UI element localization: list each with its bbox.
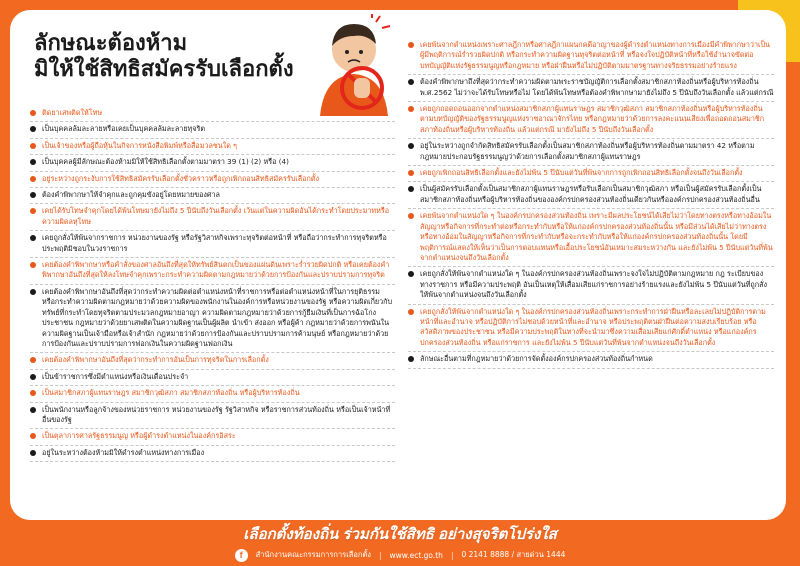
bullet-icon <box>408 213 414 219</box>
bullet-icon <box>30 235 36 241</box>
list-item <box>30 370 395 386</box>
page-title <box>34 30 294 82</box>
list-item <box>30 139 395 155</box>
bullet-icon <box>30 176 36 182</box>
bullet-icon <box>30 289 36 295</box>
bullet-icon <box>30 262 36 268</box>
list-item <box>30 231 395 258</box>
list-item <box>30 429 395 445</box>
footer-separator: | <box>378 550 382 560</box>
list-item <box>408 102 774 139</box>
list-item-text: อยู่ในระหว่างถูกจำกัดสิทธิสมัครรับเลือกตั้งเป็นสมาชิกสภาท้องถิ่นหรือผู้บริหารท้องถิ่นตามมาตรา 42 หรือตามกฎหมายประกอบรัฐธรรมนูญว่าด้วยการเลือกตั้งสมาชิกสภาผู้แทนราษฎร <box>420 141 755 161</box>
stop-hand-person-icon <box>310 14 398 116</box>
bullet-icon <box>30 143 36 149</box>
bullet-icon <box>408 79 414 85</box>
list-item <box>30 106 395 122</box>
bullet-icon <box>408 42 414 48</box>
left-prohibition-list <box>30 106 395 462</box>
list-item-text: เป็นเจ้าของหรือผู้ถือหุ้นในกิจการหนังสือพิมพ์หรือสื่อมวลชนใด ๆ <box>42 140 238 150</box>
list-item-text: เคยต้องคำพิพากษาหรือคำสั่งของศาลอันถึงที่สุดให้ทรัพย์สินตกเป็นของแผ่นดินเพราะร่ำรวยผิดปกติ หรือเคยต้องคำพิพากษาอันถึงที่สุดให้ลงโทษจำคุกเพราะกระทำความผิดตามกฎหมายว่าด้วยการป้องกันและปราบปรามการทุจริต <box>42 260 390 280</box>
list-item-text: เป็นสมาชิกสภาผู้แทนราษฎร สมาชิกวุฒิสภา สมาชิกสภาท้องถิ่น หรือผู้บริหารท้องถิ่น <box>42 388 300 398</box>
list-item <box>30 188 395 204</box>
bullet-icon <box>30 357 36 363</box>
bullet-icon <box>408 186 414 192</box>
footer-website[interactable]: www.ect.go.th <box>389 550 443 560</box>
list-item-text: เคยพ้นจากตำแหน่งใด ๆ ในองค์กรปกครองส่วนท้องถิ่น เพราะมีผลประโยชน์ได้เสียไม่ว่าโดยทางตรงหรือทางอ้อมในสัญญาหรือกิจการที่กระทำต่อหรือกระทำกับหรือให้แก่องค์กรปกครองส่วนท้องถิ่นนั้น หรือมีส่วนได้เสียไม่ว่าทางตรงหรือทางอ้อมในสัญญาหรือกิจการที่กระทำกับหรือจะกระทำกับหรือให้แก่องค์กรปกครองส่วนท้องถิ่นนั้น โดยมีพฤติการณ์แสดงให้เห็นว่าเป็นการตอบแทนหรือเอื้อประโยชน์อันเหมาะสมระหว่างกัน และยังไม่พ้น 5 ปีนับแต่วันที่พ้นจากตำแหน่งจนถึงวันเลือกตั้ง <box>420 211 773 262</box>
bullet-icon <box>30 126 36 132</box>
list-item <box>408 75 774 102</box>
bullet-icon <box>30 159 36 165</box>
bullet-icon <box>30 450 36 456</box>
bullet-icon <box>408 143 414 149</box>
facebook-icon[interactable]: f <box>235 549 248 562</box>
bullet-icon <box>30 407 36 413</box>
bullet-icon <box>30 374 36 380</box>
list-item <box>30 403 395 430</box>
footer-separator: | <box>450 550 454 560</box>
list-item <box>408 352 774 368</box>
bullet-icon <box>30 390 36 396</box>
list-item-text: เคยต้องคำพิพากษาอันถึงที่สุดว่ากระทำการอันเป็นการทุจริตในการเลือกตั้ง <box>42 355 269 365</box>
list-item-text: เคยถูกสั่งให้พ้นจากตำแหน่งใด ๆ ในองค์กรปกครองส่วนท้องถิ่นเพราะจงใจไม่ปฏิบัติตามกฎหมาย กฎ ระเบียบของทางราชการ หรือมีความประพฤติ อันเป็นเหตุให้เสื่อมเสียแก่ราชการอย่างร้ายแรงและยังไม่พ้น 5 ปีนับแต่วันที่ถูกสั่งให้พ้นจากตำแหน่งจนถึงวันเลือกตั้ง <box>420 269 767 300</box>
campaign-slogan: เลือกตั้งท้องถิ่น ร่วมกันใช้สิทธิ อย่างสุจริตโปร่งใส <box>243 526 557 543</box>
list-item-text: เป็นข้าราชการซึ่งมีตำแหน่งหรือเงินเดือนประจำ <box>42 371 189 381</box>
list-item <box>30 446 395 462</box>
bullet-icon <box>408 309 414 315</box>
list-item-text: ลักษณะอื่นตามที่กฎหมายว่าด้วยการจัดตั้งองค์กรปกครองส่วนท้องถิ่นกำหนด <box>420 354 653 364</box>
list-item-text: เป็นตุลาการศาลรัฐธรรมนูญ หรือผู้ดำรงตำแหน่งในองค์กรอิสระ <box>42 431 236 441</box>
list-item-text: อยู่ในระหว่างต้องห้ามมิให้ดำรงตำแหน่งทางการเมือง <box>42 447 205 457</box>
list-item-text: เป็นบุคคลล้มละลายหรือเคยเป็นบุคคลล้มละลายทุจริต <box>42 124 206 134</box>
bullet-icon <box>408 170 414 176</box>
footer <box>0 544 800 566</box>
list-item-text: เคยถูกเพิกถอนสิทธิเลือกตั้งและยังไม่พ้น 5 ปีนับแต่วันที่พ้นจากการถูกเพิกถอนสิทธิเลือกตั้งจนถึงวันเลือกตั้ง <box>420 168 743 178</box>
list-item <box>408 182 774 209</box>
list-item-text: ติดยาเสพติดให้โทษ <box>42 108 103 117</box>
list-item <box>408 209 774 267</box>
list-item <box>408 166 774 182</box>
footer-phone: 0 2141 8888 / สายด่วน 1444 <box>461 550 566 559</box>
list-item-text: เป็นผู้สมัครรับเลือกตั้งเป็นสมาชิกสภาผู้แทนราษฎรหรือรับเลือกเป็นสมาชิกวุฒิสภา หรือเป็นผู้สมัครรับเลือกตั้งเป็นสมาชิกสภาท้องถิ่นหรือผู้บริหารท้องถิ่นขององค์กรปกครองส่วนท้องถิ่นเดียวกันหรือองค์กรปกครองส่วนท้องถิ่นอื่น <box>420 184 762 204</box>
bullet-icon <box>30 110 36 116</box>
list-item-text: ต้องคำพิพากษาถึงที่สุดว่ากระทำความผิดตามพระราชบัญญัติการเลือกตั้งสมาชิกสภาท้องถิ่นหรือผู้บริหารท้องถิ่น พ.ศ.2562 ไม่ว่าจะได้รับโทษหรือไม่ โดยได้พ้นโทษหรือต้องคำพิพากษามายังไม่ถึง 5 ปีนับถึงวันเลือกตั้ง แล้วแต่กรณี <box>420 77 774 97</box>
list-item-text: เคยพ้นจากตำแหน่งเพราะศาลฎีกาหรือศาลฎีกาแผนกคดีอาญาของผู้ดำรงตำแหน่งทางการเมืองมีคำพิพากษาว่าเป็นผู้มีพฤติการณ์ร่ำรวยผิดปกติ หรือกระทำความผิดฐานทุจริตต่อหน้าที่ หรือจงใจปฏิบัติหน้าที่หรือใช้อำนาจขัดต่อบทบัญญัติแห่งรัฐธรรมนูญหรือกฎหมาย หรือฝ่าฝืนหรือไม่ปฏิบัติตามมาตรฐานทางจริยธรรมอย่างร้ายแรง <box>420 40 770 70</box>
list-item-text: เคยถูกถอดถอนออกจากตำแหน่งสมาชิกสภาผู้แทนราษฎร สมาชิกวุฒิสภา สมาชิกสภาท้องถิ่นหรือผู้บริหารท้องถิ่น ตามบทบัญญัติของรัฐธรรมนูญแห่งราชอาณาจักรไทย หรือกฎหมายว่าด้วยการลงคะแนนเสียงเพื่อถอดถอนสมาชิกสภาท้องถิ่นหรือผู้บริหารท้องถิ่น แล้วแต่กรณี มายังไม่ถึง 5 ปีนับถึงวันเลือกตั้ง <box>420 104 765 134</box>
title-line-1: ลักษณะต้องห้าม <box>34 30 188 55</box>
bullet-icon <box>408 106 414 112</box>
list-item-text: เคยถูกสั่งให้พ้นจากราชการ หน่วยงานของรัฐ หรือรัฐวิสาหกิจเพราะทุจริตต่อหน้าที่ หรือถือว่ากระทำการทุจริตหรือประพฤติมิชอบในวงราชการ <box>42 233 387 253</box>
list-item-text: ต้องคำพิพากษาให้จำคุกและถูกคุมขังอยู่โดยหมายของศาล <box>42 190 220 200</box>
list-item <box>408 305 774 353</box>
list-item-text: อยู่ระหว่างถูกระงับการใช้สิทธิสมัครรับเลือกตั้งชั่วคราวหรือถูกเพิกถอนสิทธิสมัครรับเลือกตั้ง <box>42 173 319 183</box>
list-item-text: เคยถูกสั่งให้พ้นจากตำแหน่งใด ๆ ในองค์กรปกครองส่วนท้องถิ่นเพราะกระทำการฝ่าฝืนหรือละเลยไม่ปฏิบัติการตามหน้าที่และอำนาจ หรือปฏิบัติการไม่ชอบด้วยหน้าที่และอำนาจ หรือประพฤติตนฝ่าฝืนต่อความสงบเรียบร้อย หรือสวัสดิภาพของประชาชน หรือมีความประพฤติในทางที่จะนำมาซึ่งความเสื่อมเสียแก่ศักดิ์ตำแหน่ง หรือแก่องค์กรปกครองส่วนท้องถิ่น หรือแก่ราชการ และยังไม่พ้น 5 ปีนับแต่วันที่พ้นจากตำแหน่งจนถึงวันเลือกตั้ง <box>420 306 766 347</box>
list-item-text: เคยต้องคำพิพากษาอันถึงที่สุดว่ากระทำความผิดต่อตำแหน่งหน้าที่ราชการหรือต่อตำแหน่งหน้าที่ในการยุติธรรม หรือกระทำความผิดตามกฎหมายว่าด้วยความผิดของพนักงานในองค์การหรือหน่วยงานของรัฐ หรือความผิดเกี่ยวกับทรัพย์ที่กระทำโดยทุจริตตามประมวลกฎหมายอาญา ความผิดตามกฎหมายว่าด้วยการกู้ยืมเงินที่เป็นการฉ้อโกงประชาชน กฎหมายว่าด้วยยาเสพติดในความผิดฐานเป็นผู้ผลิต นำเข้า ส่งออก หรือผู้ค้า กฎหมายว่าด้วยการพนันในความผิดฐานเป็นเจ้ามือหรือเจ้าสำนัก กฎหมายว่าด้วยการป้องกันและปราบปรามการค้ามนุษย์ หรือกฎหมายว่าด้วยการป้องกันและปราบปรามการฟอกเงินในความผิดฐานฟอกเงิน <box>42 286 393 348</box>
list-item <box>30 285 395 353</box>
bullet-icon <box>30 192 36 198</box>
list-item <box>30 258 395 285</box>
list-item <box>30 122 395 138</box>
list-item <box>408 38 774 75</box>
list-item <box>30 172 395 188</box>
list-item-text: เป็นพนักงานหรือลูกจ้างของหน่วยราชการ หน่วยงานของรัฐ รัฐวิสาหกิจ หรือราชการส่วนท้องถิ่น หรือเป็นเจ้าหน้าที่อื่นของรัฐ <box>42 404 391 424</box>
list-item-text: เป็นบุคคลผู้มีลักษณะต้องห้ามมิให้ใช้สิทธิเลือกตั้งตามมาตรา 39 (1) (2) หรือ (4) <box>42 157 289 167</box>
list-item <box>30 204 395 231</box>
bullet-icon <box>408 356 414 362</box>
list-item-text: เคยได้รับโทษจำคุกโดยได้พ้นโทษมายังไม่ถึง 5 ปีนับถึงวันเลือกตั้ง เว้นแต่ในความผิดอันได้กระทำโดยประมาทหรือความผิดลหุโทษ <box>42 206 390 226</box>
list-item <box>30 353 395 369</box>
content-card <box>10 10 786 520</box>
footer-org: สำนักงานคณะกรรมการการเลือกตั้ง <box>255 550 371 559</box>
list-item <box>408 267 774 304</box>
bullet-icon <box>30 208 36 214</box>
bullet-icon <box>408 271 414 277</box>
list-item <box>30 386 395 402</box>
list-item <box>408 139 774 166</box>
title-line-2: มิให้ใช้สิทธิสมัครรับเลือกตั้ง <box>34 56 294 81</box>
list-item <box>30 155 395 171</box>
bullet-icon <box>30 433 36 439</box>
right-prohibition-list <box>408 38 774 369</box>
